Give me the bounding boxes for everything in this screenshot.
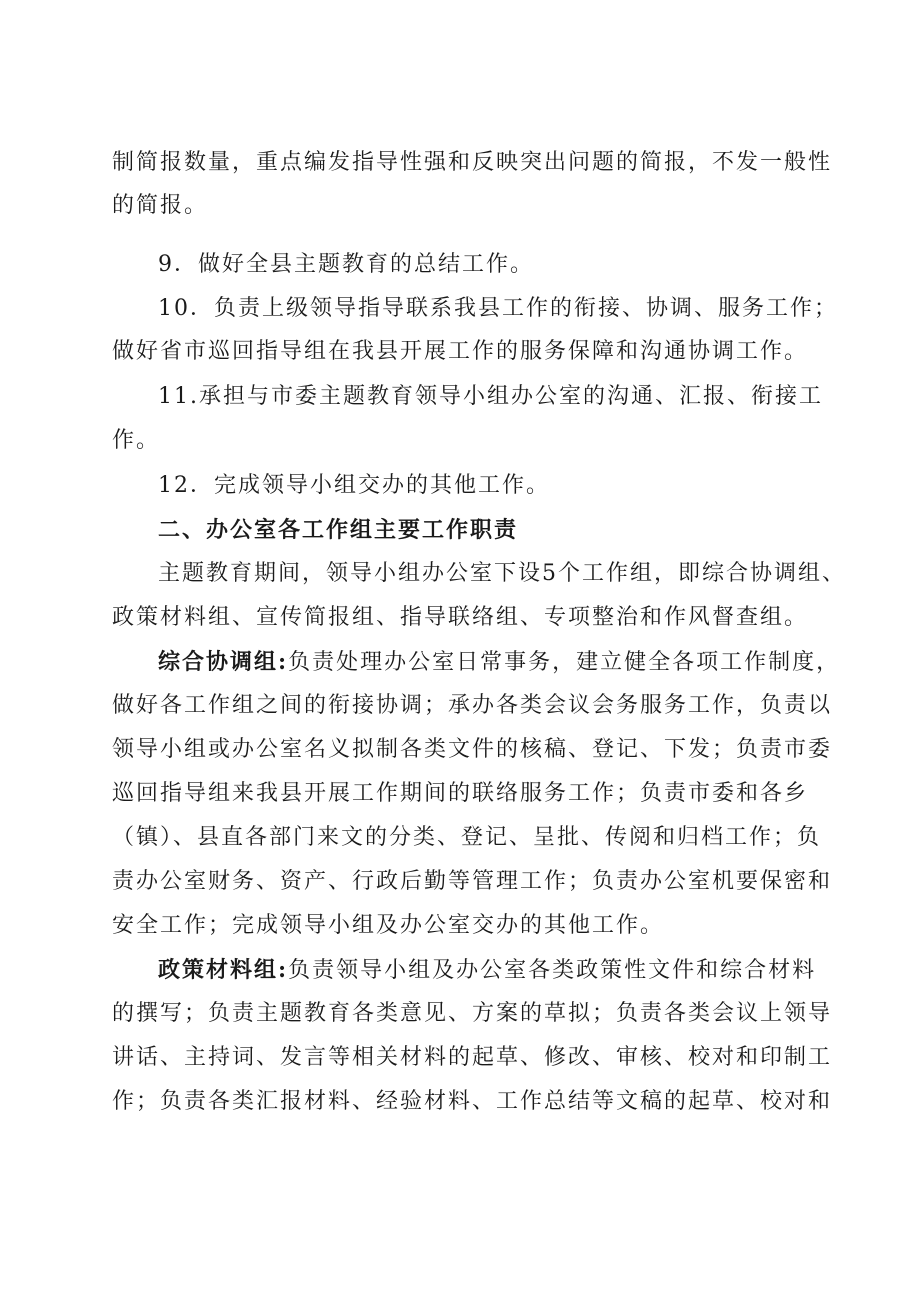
paragraph-line: 制简报数量，重点编发指导性强和反映突出问题的简报，不发一般性 — [112, 150, 833, 175]
group-text: 负责处理办公室日常事务，建立健全各项工作制度， — [288, 650, 841, 675]
group-label-zhengce: 政策材料组: — [158, 957, 289, 983]
section-intro-line: 政策材料组、宣传简报组、指导联络组、专项整治和作风督查组。 — [112, 605, 809, 630]
section-heading: 二、办公室各工作组主要工作职责 — [158, 517, 519, 543]
section-intro-line: 主题教育期间，领导小组办公室下设5个工作组，即综合协调组、 — [158, 561, 846, 586]
group-text-line: 做好各工作组之间的衔接协调；承办各类会议会务服务工作，负责以 — [112, 693, 833, 718]
group-text-line: 巡回指导组来我县开展工作期间的联络服务工作；负责市委和各乡 — [112, 781, 809, 806]
list-item-9: 9．做好全县主题教育的总结工作。 — [158, 252, 534, 277]
group-text-line: 责办公室财务、资产、行政后勤等管理工作；负责办公室机要保密和 — [112, 869, 833, 894]
group-text-line: 作；负责各类汇报材料、经验材料、工作总结等文稿的起草、校对和 — [112, 1089, 833, 1114]
group-text-line: 讲话、主持词、发言等相关材料的起草、修改、审核、校对和印制工 — [112, 1045, 833, 1070]
group-paragraph-first-line — [158, 955, 858, 985]
paragraph-line: 的简报。 — [112, 193, 209, 218]
list-item-10: 10．负责上级领导指导联系我县工作的衔接、协调、服务工作； — [158, 296, 838, 321]
group-text-line: 领导小组或办公室名义拟制各类文件的核稿、登记、下发；负责市委 — [112, 737, 833, 762]
group-text: 负责领导小组及办公室各类政策性文件和综合材料 — [288, 958, 817, 983]
group-text-line: （镇）、县直各部门来文的分类、登记、呈批、传阅和归档工作；负 — [112, 825, 822, 850]
list-item-11: 11.承担与市委主题教育领导小组办公室的沟通、汇报、衔接工 — [158, 384, 823, 409]
group-label-zonghe: 综合协调组: — [158, 649, 289, 675]
group-text-line: 安全工作；完成领导小组及办公室交办的其他工作。 — [112, 913, 665, 938]
list-item-10-cont: 做好省市巡回指导组在我县开展工作的服务保障和沟通协调工作。 — [112, 339, 809, 364]
group-text-line: 的撰写；负责主题教育各类意见、方案的草拟；负责各类会议上领导 — [112, 1001, 833, 1026]
group-paragraph-first-line — [158, 647, 858, 677]
list-item-12: 12．完成领导小组交办的其他工作。 — [158, 473, 550, 498]
list-item-11-cont: 作。 — [112, 428, 161, 453]
